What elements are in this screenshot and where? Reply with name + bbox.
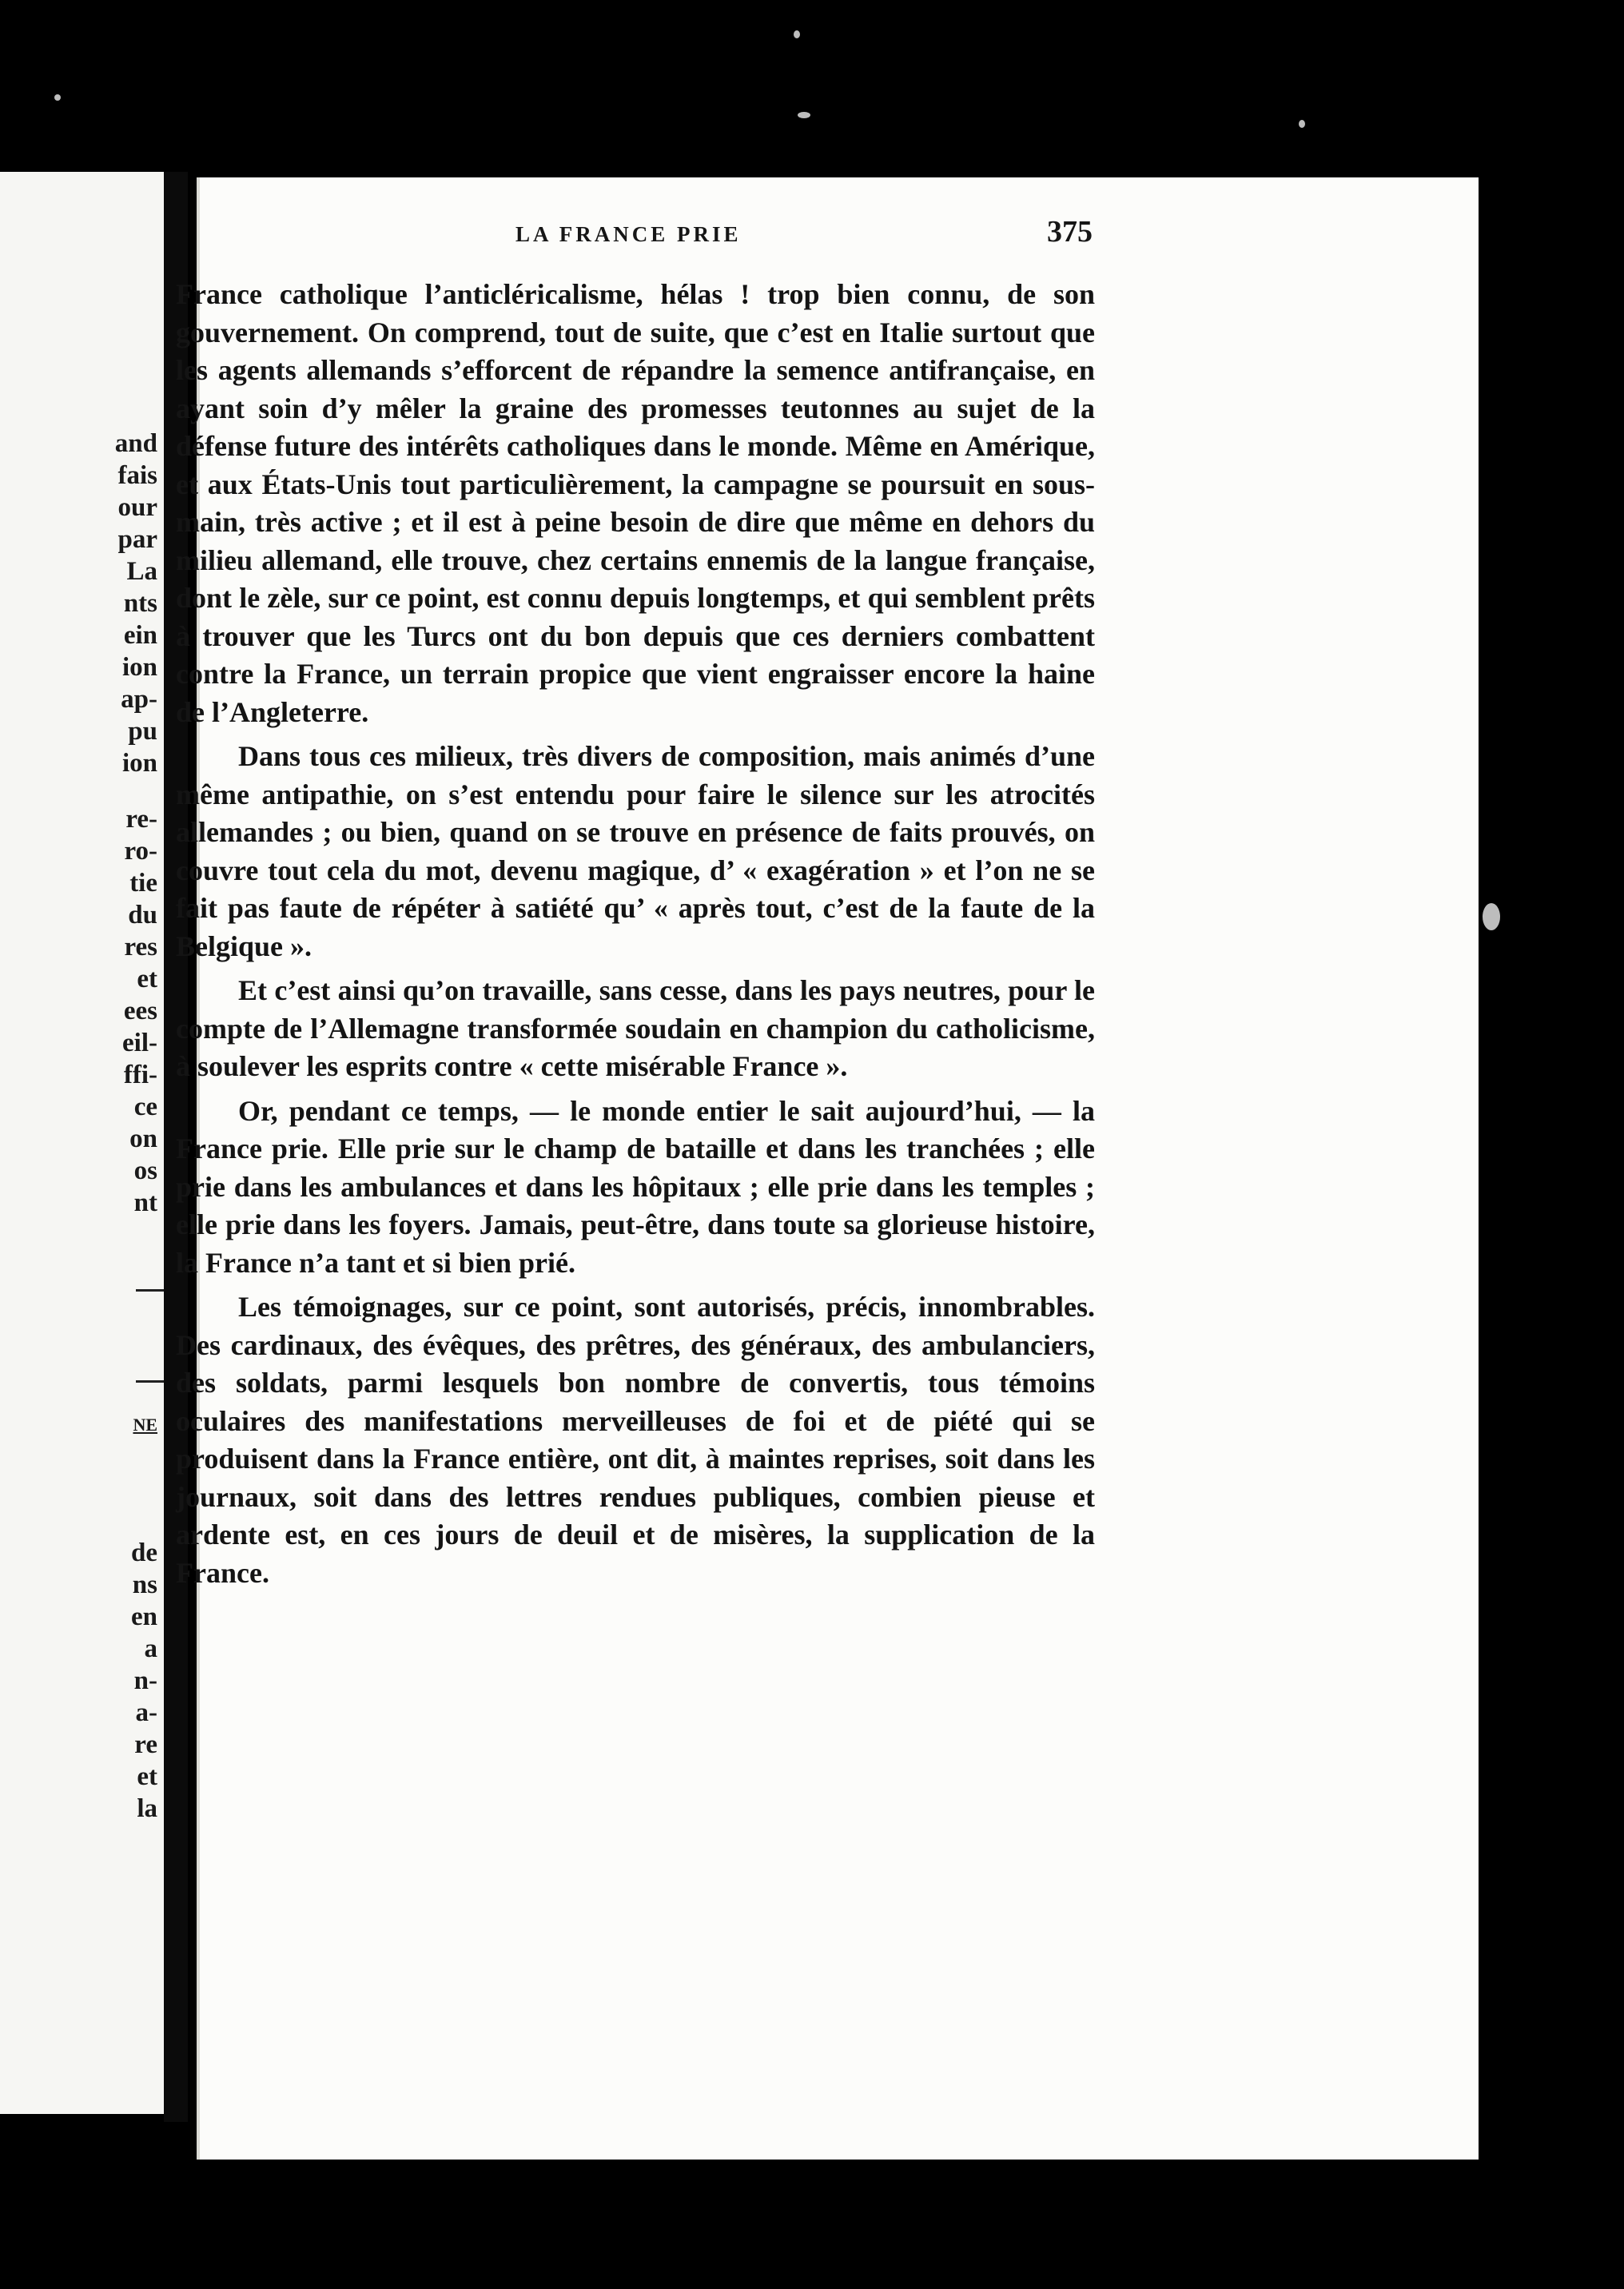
page-header (0, 214, 1279, 254)
left-page-lines (115, 428, 157, 779)
paragraph: Dans tous ces milieux, très divers de composition, mais animés d’une même antipathie, on s’est entendu pour faire le silence sur les atrocités allemandes ; ou bien, quand on se trouve en présence de faits prouvés, on couvre tout cela du mot, devenu magique, d’ « exagération » et l’on ne se fait pas faute de répéter à satiété qu’ « après tout, c’est de la faute de la Belgique ». (176, 740, 1095, 962)
left-line: ees (123, 997, 157, 1025)
left-heading-fragment: NE (133, 1415, 157, 1435)
left-page-lines (131, 1537, 157, 1825)
left-line: nt (133, 1188, 157, 1217)
left-line: re (134, 1730, 157, 1759)
left-line: nts (123, 589, 157, 618)
left-line: n- (133, 1666, 157, 1695)
left-line: par (117, 525, 157, 554)
dust-speck (1299, 120, 1305, 128)
left-line: ap- (121, 685, 157, 714)
left-line: en (131, 1602, 157, 1631)
left-line: our (117, 493, 157, 522)
paragraph: Les témoignages, sur ce point, sont autorisés, précis, innombrables. Des cardinaux, des évêques, des prêtres, des généraux, des ambulanciers, des soldats, parmi lesquels bon nombre de convertis, tous témoins oculaires des manifestations merveilleuses de foi et de piété qui se produisent dans la France entière, ont dit, à maintes reprises, soit dans les journaux, soit dans des lettres rendues publiques, combien pieuse et ardente est, en ces jours de deuil et de misères, la supplication de la France. (176, 1291, 1095, 1589)
left-line: et (137, 1762, 157, 1791)
left-line: res (124, 933, 157, 961)
left-rule (136, 1289, 164, 1292)
dust-speck (794, 30, 800, 38)
left-line: and (114, 429, 157, 458)
paragraph: Et c’est ainsi qu’on travaille, sans cesse, dans les pays neutres, pour le compte de l’Allemagne transformée soudain en champion du catholicisme, à soulever les esprits contre « cette misérable France ». (176, 974, 1095, 1082)
dust-speck (1483, 903, 1500, 930)
left-line: ion (121, 653, 157, 682)
left-line: ro- (124, 837, 157, 866)
left-line: ein (123, 621, 157, 650)
left-line: tie (129, 869, 157, 898)
left-line: a- (135, 1698, 157, 1727)
paragraph: Or, pendant ce temps, — le monde entier le sait aujourd’hui, — la France prie. Elle prie sur le champ de bataille et dans les tranchées ; elle prie dans les ambulances et dans les hôpitaux ; elle prie dans les temples ; elle prie dans les foyers. Jamais, peut-être, dans toute sa glorieuse histoire, la France n’a tant et si bien prié. (176, 1094, 1095, 1279)
left-line: os (133, 1156, 157, 1185)
running-head: LA FRANCE PRIE (515, 222, 742, 246)
left-line: et (137, 965, 157, 993)
left-page-fragment (0, 172, 164, 2114)
left-line: re- (125, 805, 157, 834)
left-line: eil- (122, 1029, 157, 1057)
left-line: ffi- (123, 1061, 157, 1089)
left-line: La (126, 557, 157, 586)
left-line: ns (132, 1570, 157, 1599)
dust-speck (54, 94, 61, 101)
left-page-lines (122, 803, 157, 1219)
left-line: ion (121, 749, 157, 778)
page-number: 375 (1047, 215, 1093, 249)
left-line: la (137, 1794, 157, 1823)
left-line: de (131, 1539, 157, 1567)
left-line: on (129, 1125, 157, 1153)
left-rule (136, 1380, 164, 1383)
left-line: a (144, 1634, 157, 1663)
left-line: ce (133, 1093, 157, 1121)
left-line: pu (128, 717, 157, 746)
paragraph: France catholique l’anticléricalisme, hélas ! trop bien connu, de son gouvernement. On comprend, tout de suite, que c’est en Italie surtout que les agents allemands s’efforcent de répandre la semence antifrançaise, en ayant soin d’y mêler la graine des promesses teutonnes au sujet de la défense future des intérêts catholiques dans le monde. Même en Amérique, et aux États-Unis tout particulièrement, la campagne se poursuit en sous-main, très active ; et il est à peine besoin de dire que même en dehors du milieu allemand, elle trouve, chez certains ennemis de la langue française, dont le zèle, sur ce point, est connu depuis longtemps, et qui semblent prêts à trouver que les Turcs ont du bon depuis que ces derniers combattent contre la France, un terrain propice que vient engraisser encore la haine de l’Angleterre. (176, 278, 1095, 728)
dust-speck (798, 112, 810, 118)
left-line: fais (117, 461, 157, 490)
body-text (176, 276, 1095, 1598)
left-line: du (128, 901, 157, 930)
